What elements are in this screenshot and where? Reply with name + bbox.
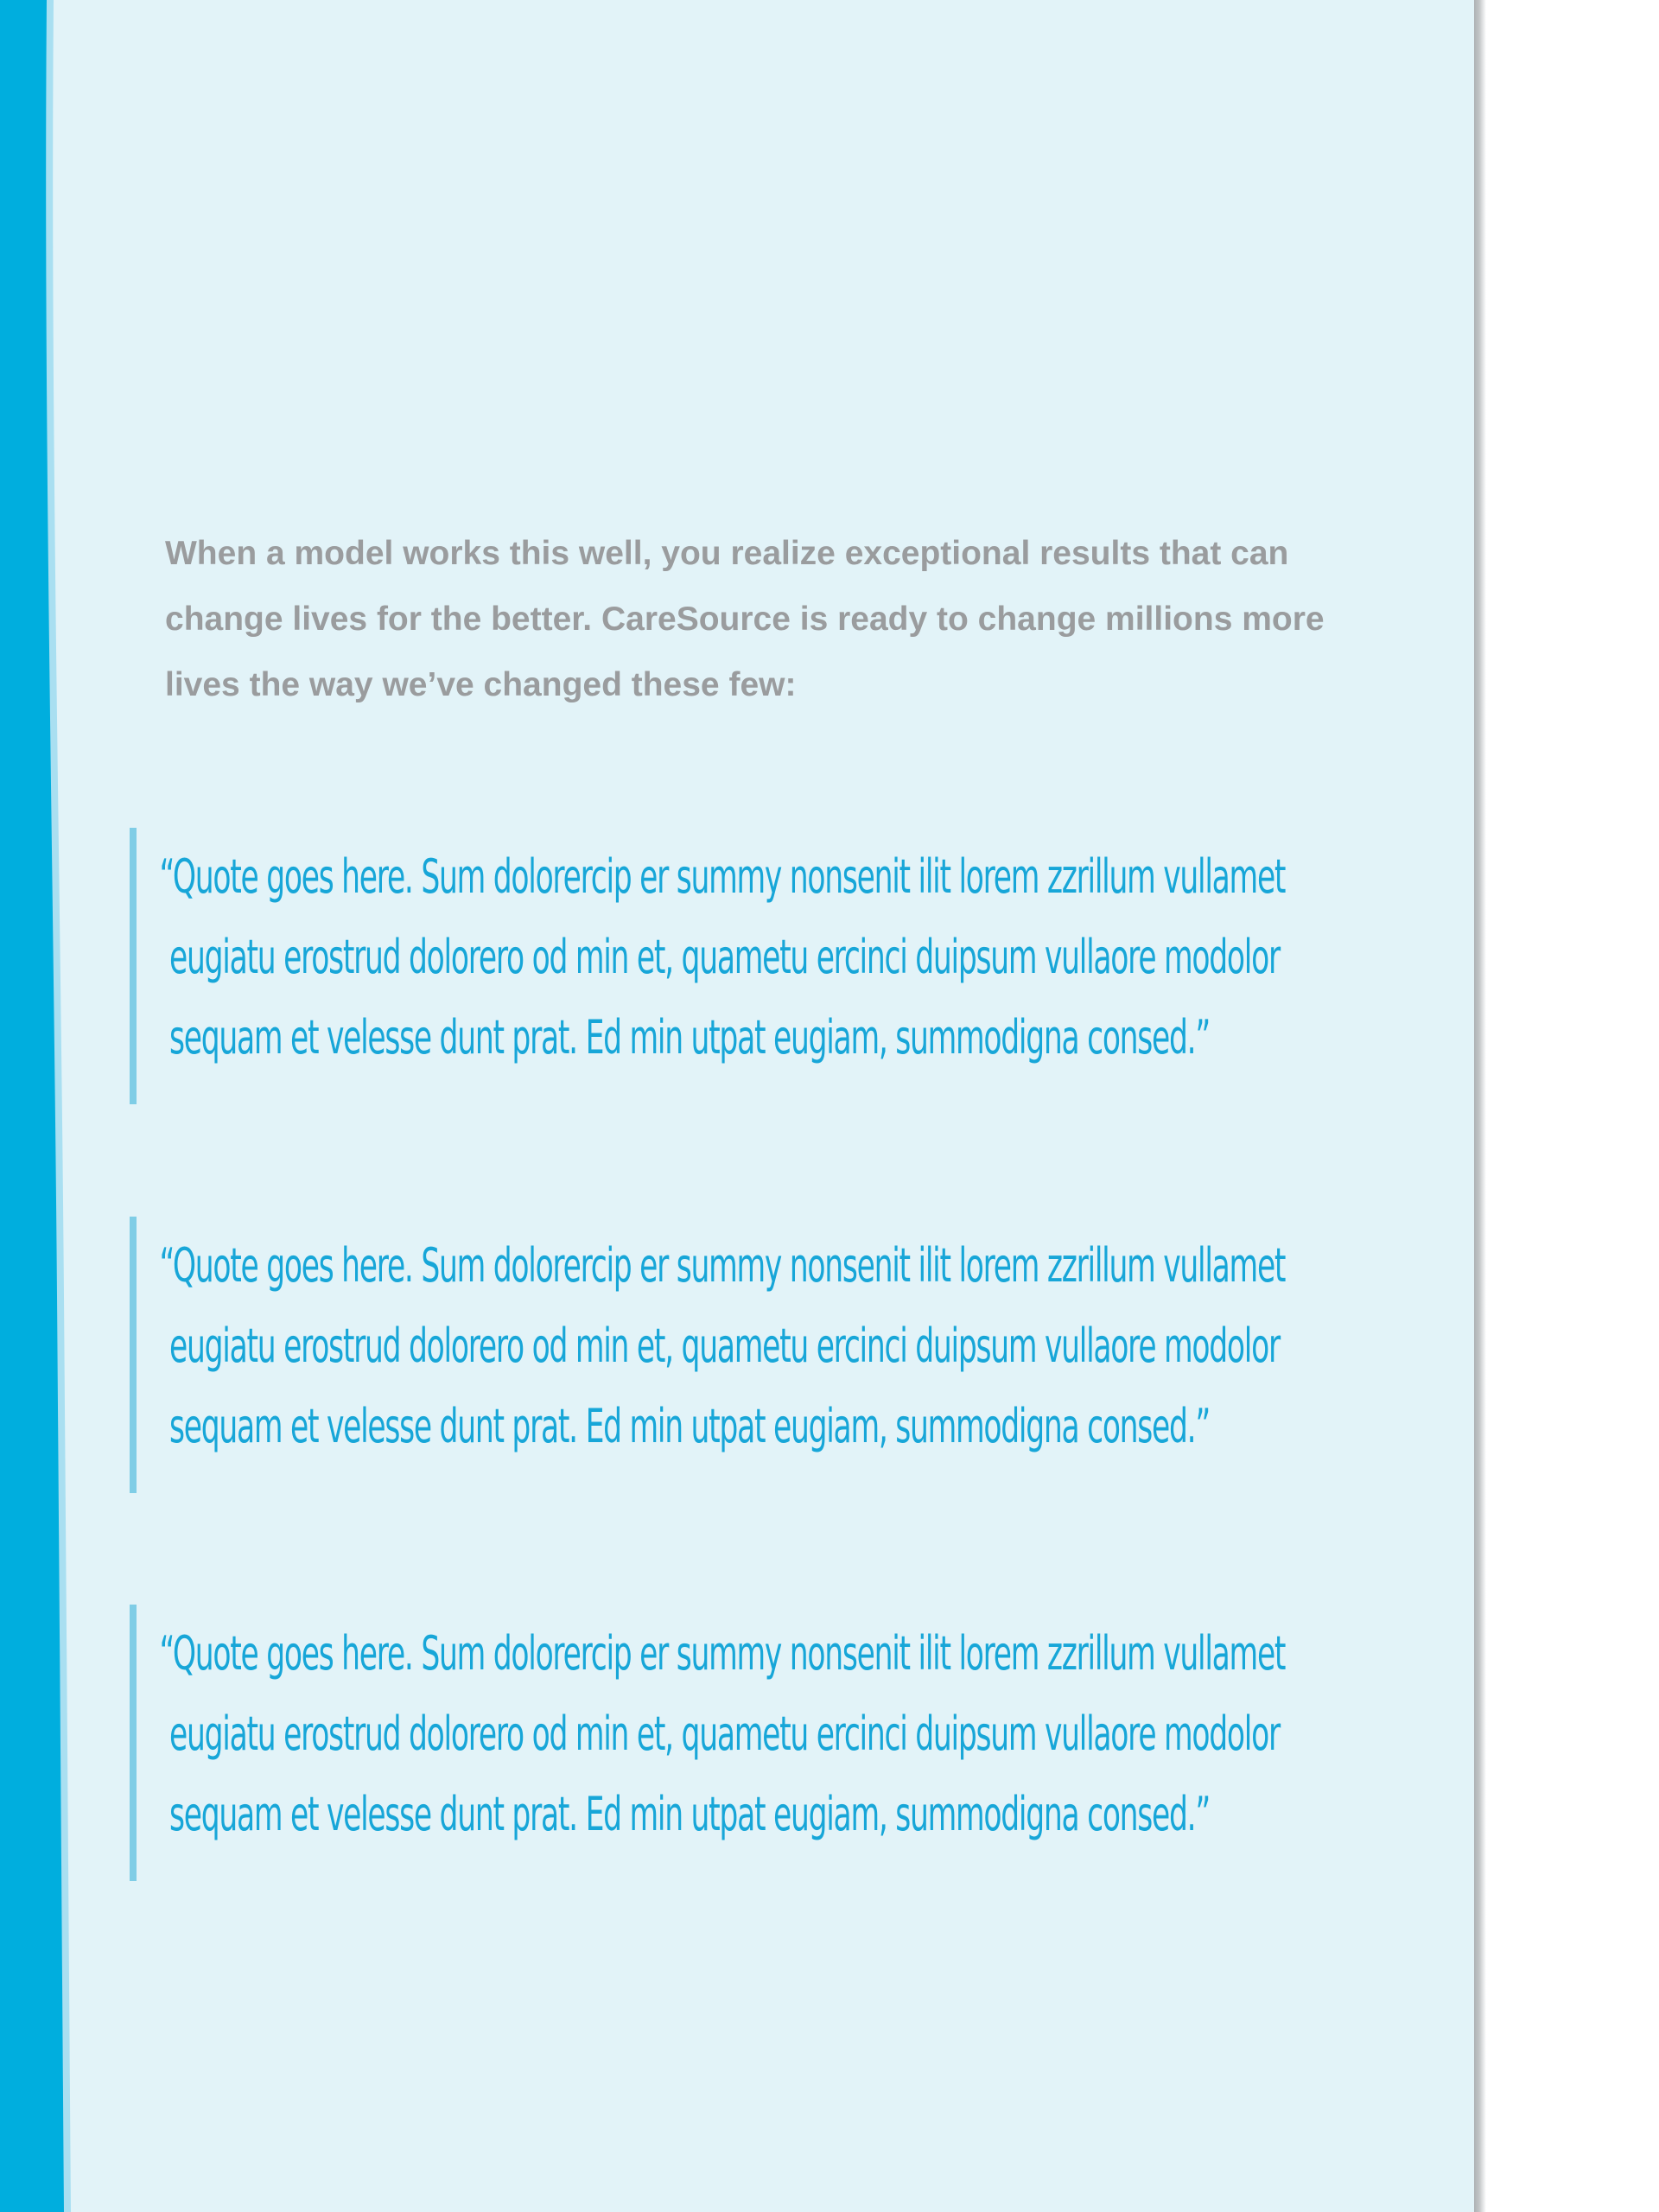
side-band-fill — [0, 0, 64, 2212]
quote-text: “Quote goes here. Sum dolorercip er summy nonsenit ilit lorem zzrillum vullamet eugiatu erostrud dolorero od min et, quametu ercinci duipsum vullaore modolor sequam et velesse dunt prat. Ed min utpat eugiam, summodigna consed.” — [159, 849, 1286, 1065]
quote-block — [130, 1605, 1391, 1881]
quote-text: “Quote goes here. Sum dolorercip er summy nonsenit ilit lorem zzrillum vullamet eugiatu erostrud dolorero od min et, quametu ercinci duipsum vullaore modolor sequam et velesse dunt prat. Ed min utpat eugiam, summodigna consed.” — [159, 1238, 1286, 1453]
intro-paragraph: When a model works this well, you realize exceptional results that can change lives for the better. CareSource is ready to change millions more lives the way we’ve changed these few: — [165, 535, 1325, 703]
quote-text: “Quote goes here. Sum dolorercip er summy nonsenit ilit lorem zzrillum vullamet eugiatu erostrud dolorero od min et, quametu ercinci duipsum vullaore modolor sequam et velesse dunt prat. Ed min utpat eugiam, summodigna consed.” — [159, 1626, 1286, 1841]
side-band-decoration — [0, 0, 104, 2212]
quote-block — [130, 1217, 1391, 1493]
quote-block — [130, 828, 1391, 1104]
